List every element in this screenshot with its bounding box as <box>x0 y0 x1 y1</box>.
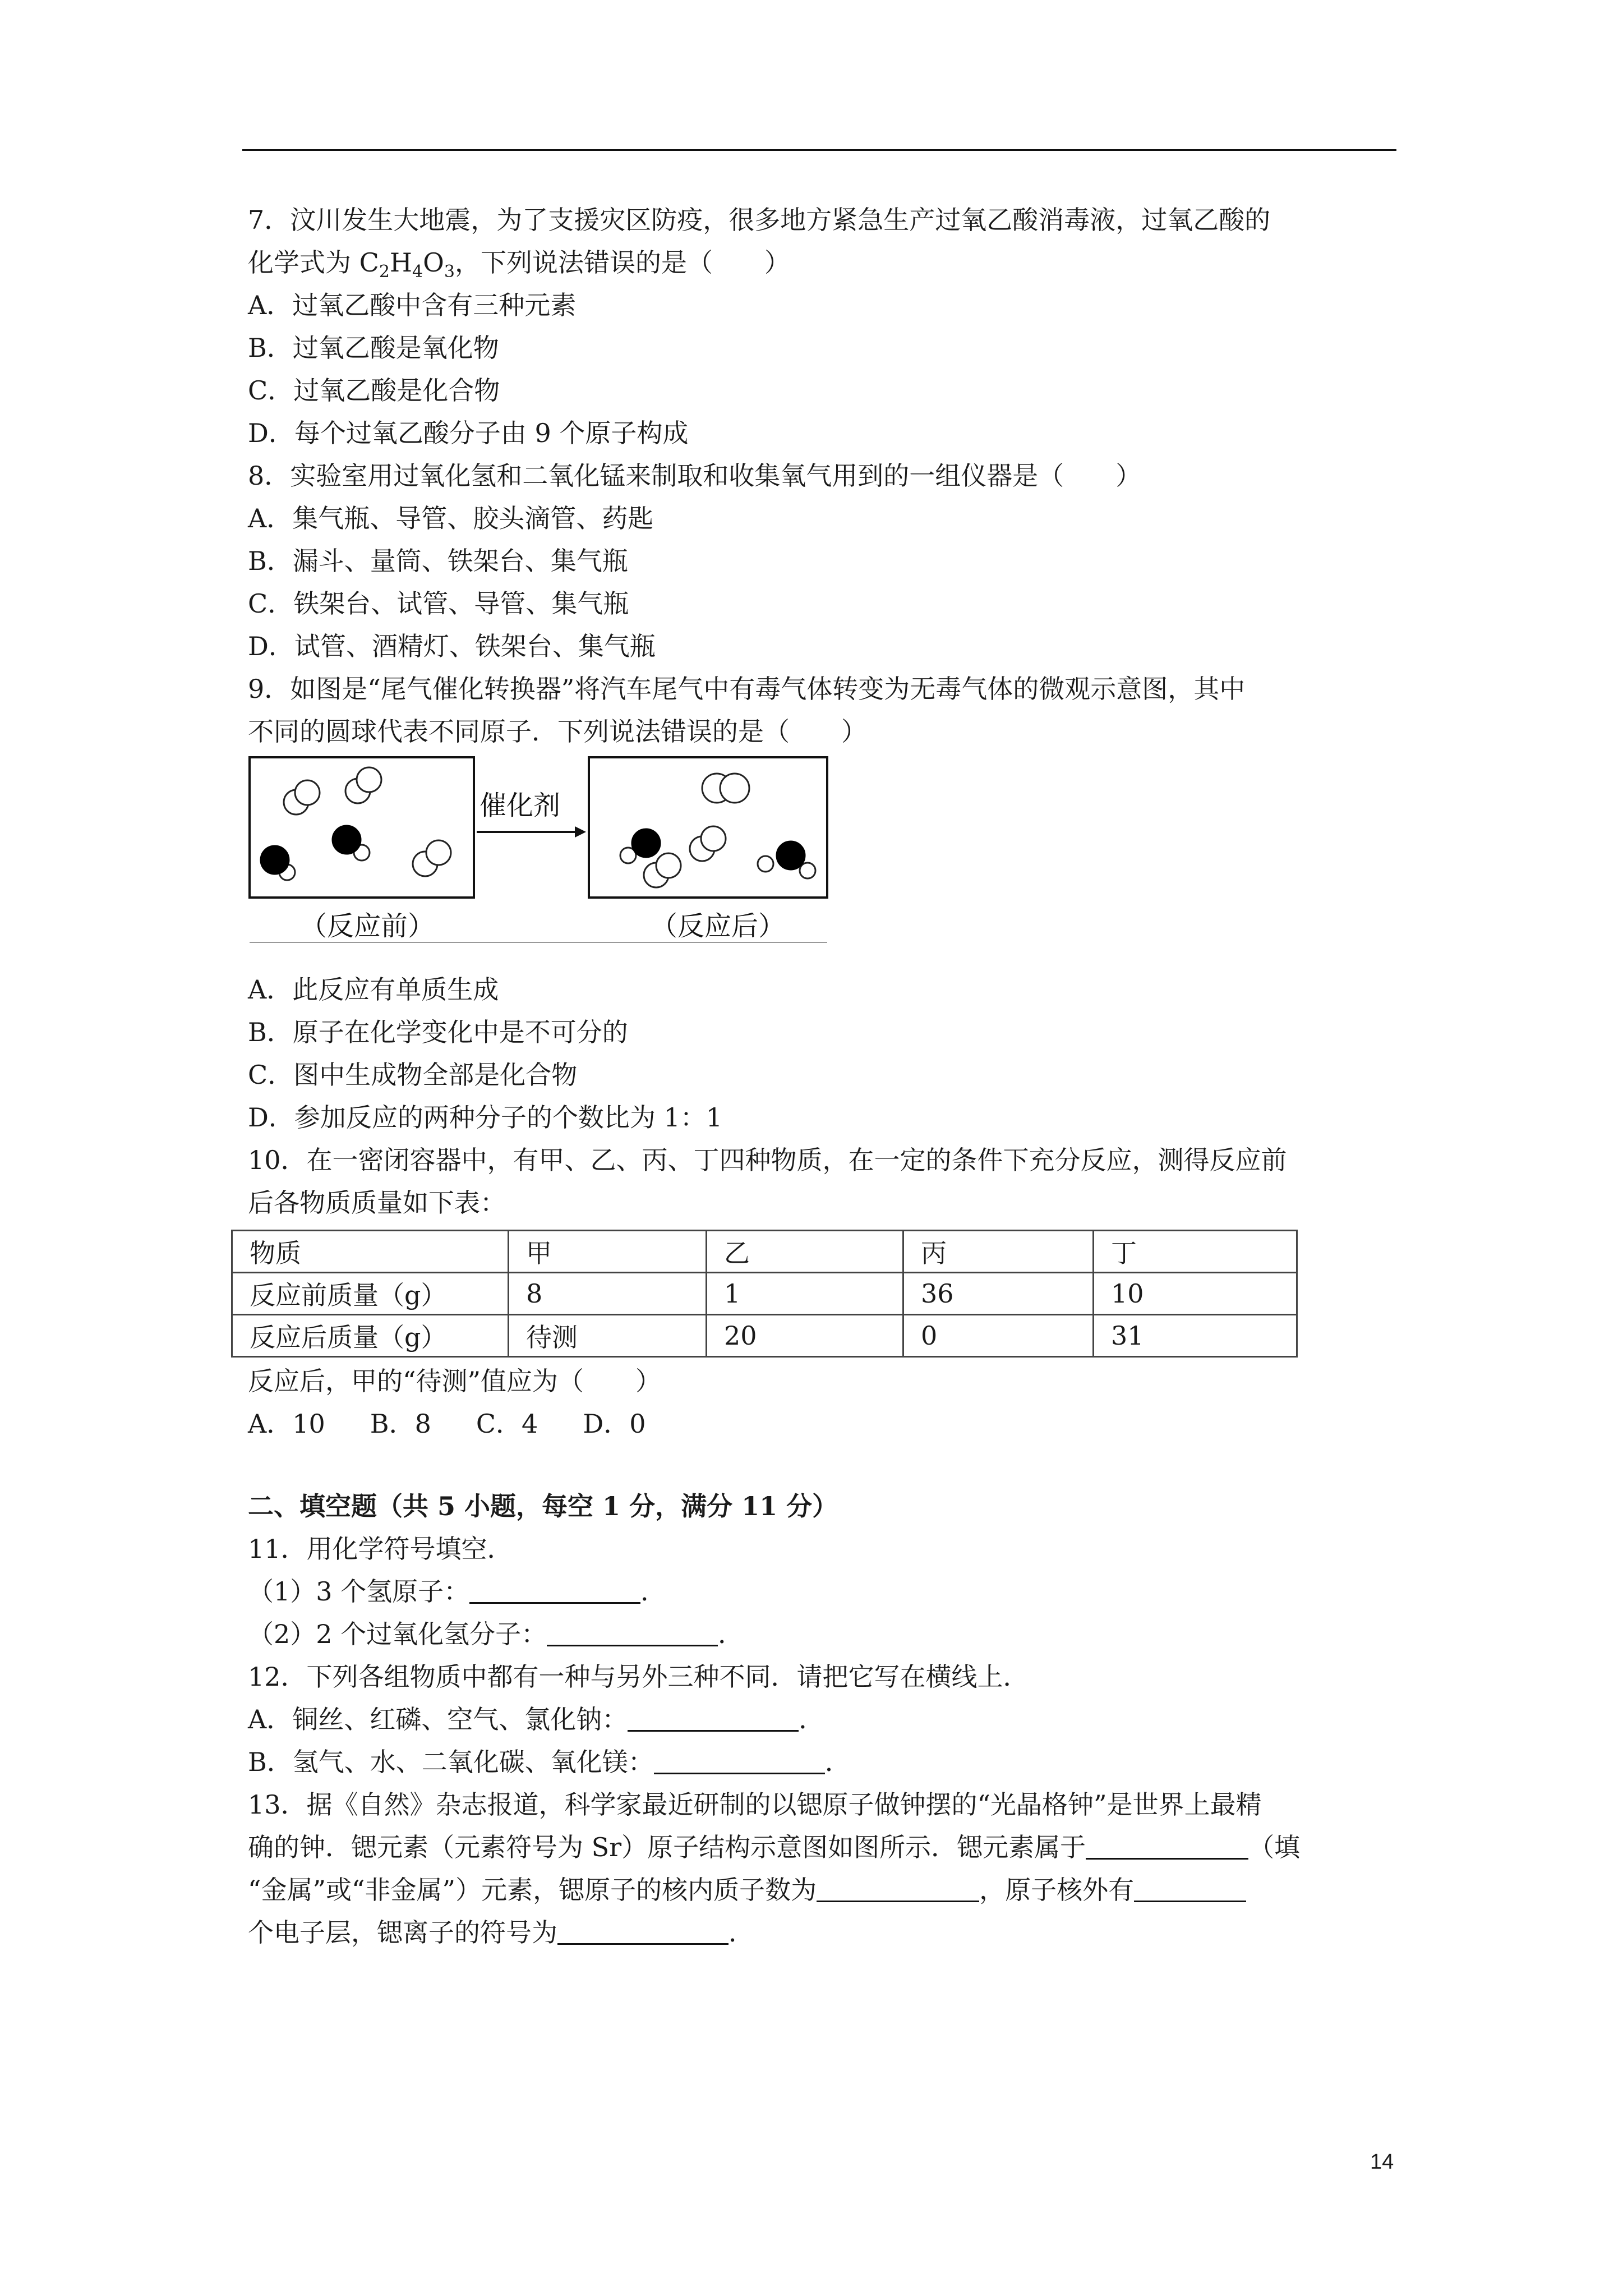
answer-blank[interactable] <box>557 1918 728 1945</box>
q10-option-d: D．0 <box>583 1409 646 1439</box>
q12-part-a: A．铜丝、红磷、空气、氯化钠： ． <box>248 1704 825 1734</box>
answer-blank[interactable] <box>1134 1876 1246 1902</box>
q7-option-a: A．过氧乙酸中含有三种元素 <box>248 290 577 320</box>
q9-option-a: A．此反应有单质生成 <box>248 974 499 1005</box>
q10-option-c: C．4 <box>476 1409 538 1439</box>
q8-option-a: A．集气瓶、导管、胶头滴管、药匙 <box>248 503 654 533</box>
q7-option-c: C．过氧乙酸是化合物 <box>248 375 500 406</box>
answer-blank[interactable] <box>469 1577 640 1604</box>
q9-option-d: D．参加反应的两种分子的个数比为 1：1 <box>248 1102 723 1133</box>
table-row <box>232 1273 1297 1315</box>
table-cell: 反应前质量（g） <box>232 1273 509 1315</box>
q9-option-c: C．图中生成物全部是化合物 <box>248 1060 578 1090</box>
q10-options <box>248 1407 690 1441</box>
q11-part2: （2）2 个过氧化氢分子： ． <box>248 1619 744 1649</box>
answer-blank[interactable] <box>628 1705 799 1732</box>
table-cell: 31 <box>1094 1315 1297 1357</box>
q10-question: 反应后，甲的“待测”值应为（ ） <box>248 1366 662 1396</box>
q10-stem-line2: 后各物质质量如下表： <box>248 1188 506 1218</box>
q11-stem: 11．用化学符号填空． <box>248 1534 513 1564</box>
q7-option-d: D．每个过氧乙酸分子由 9 个原子构成 <box>248 418 689 448</box>
before-label: （反应前） <box>300 910 435 942</box>
table-cell: 丁 <box>1094 1231 1297 1273</box>
q8-stem: 8．实验室用过氧化氢和二氧化锰来制取和收集氧气用到的一组仪器是（ ） <box>248 461 1142 491</box>
q9-option-b: B．原子在化学变化中是不可分的 <box>248 1017 628 1047</box>
q10-option-b: B．8 <box>370 1409 431 1439</box>
table-cell: 物质 <box>232 1231 509 1273</box>
answer-blank[interactable] <box>654 1748 825 1774</box>
answer-blank[interactable] <box>547 1620 718 1646</box>
q10-stem-line1: 10．在一密闭容器中，有甲、乙、丙、丁四种物质，在一定的条件下充分反应，测得反应前 <box>248 1145 1287 1175</box>
q12-part-b: B．氢气、水、二氧化碳、氧化镁： ． <box>248 1747 851 1777</box>
table-row <box>232 1231 1297 1273</box>
table-cell: 8 <box>509 1273 707 1315</box>
table-cell: 1 <box>707 1273 903 1315</box>
arrow-head <box>575 826 586 838</box>
page-number: 14 <box>1370 2150 1394 2174</box>
mass-table <box>231 1230 1298 1358</box>
table-cell: 0 <box>903 1315 1094 1357</box>
q8-option-d: D．试管、酒精灯、铁架台、集气瓶 <box>248 631 656 661</box>
before-dark-atoms <box>260 825 361 875</box>
table-cell: 反应后质量（g） <box>232 1315 509 1357</box>
header-rule <box>242 149 1396 151</box>
section-title: 二、填空题（共 5 小题，每空 1 分，满分 11 分） <box>248 1491 838 1521</box>
catalyst-label: 催化剂 <box>479 790 561 821</box>
q13-line2: 确的钟．锶元素（元素符号为 Sr）原子结构示意图如图所示．锶元素属于 （填 <box>248 1832 1301 1862</box>
q7-option-b: B．过氧乙酸是氧化物 <box>248 333 499 363</box>
q9-stem-line2: 不同的圆球代表不同原子．下列说法错误的是（ ） <box>248 716 867 747</box>
table-cell: 36 <box>903 1273 1094 1315</box>
q12-stem: 12．下列各组物质中都有一种与另外三种不同．请把它写在横线上． <box>248 1662 1029 1692</box>
table-cell: 待测 <box>509 1315 707 1357</box>
answer-blank[interactable] <box>1086 1833 1248 1860</box>
q11-part1: （1）3 个氢原子： ． <box>248 1576 667 1607</box>
table-cell: 乙 <box>707 1231 903 1273</box>
q13-line4: 个电子层，锶离子的符号为 ． <box>248 1917 754 1948</box>
q13-line1: 13．据《自然》杂志报道，科学家最近研制的以锶原子做钟摆的“光晶格钟”是世界上最精 <box>248 1789 1262 1820</box>
table-cell: 10 <box>1094 1273 1297 1315</box>
table-cell: 甲 <box>509 1231 707 1273</box>
q7-stem-line2: 化学式为 $C_2H_4O_3$，下列说法错误的是（ ） <box>248 247 790 282</box>
q10-option-a: A．10 <box>248 1409 325 1439</box>
q7-stem-line1: 7．汶川发生大地震，为了支援灾区防疫，很多地方紧急生产过氧乙酸消毒液，过氧乙酸的 <box>248 205 1271 235</box>
table-cell: 丙 <box>903 1231 1094 1273</box>
table-row <box>232 1315 1297 1357</box>
after-label: （反应后） <box>651 910 786 942</box>
q13-line3: “金属”或“非金属”）元素，锶原子的核内质子数为 ，原子核外有 <box>248 1873 1246 1907</box>
q9-stem-line1: 9．如图是“尾气催化转换器”将汽车尾气中有毒气体转变为无毒气体的微观示意图，其中 <box>248 674 1246 704</box>
before-molecules <box>279 767 451 880</box>
answer-blank[interactable] <box>817 1876 979 1902</box>
q8-option-c: C．铁架台、试管、导管、集气瓶 <box>248 588 629 619</box>
q8-option-b: B．漏斗、量筒、铁架台、集气瓶 <box>248 546 628 576</box>
table-cell: 20 <box>707 1315 903 1357</box>
reaction-diagram <box>247 754 836 951</box>
